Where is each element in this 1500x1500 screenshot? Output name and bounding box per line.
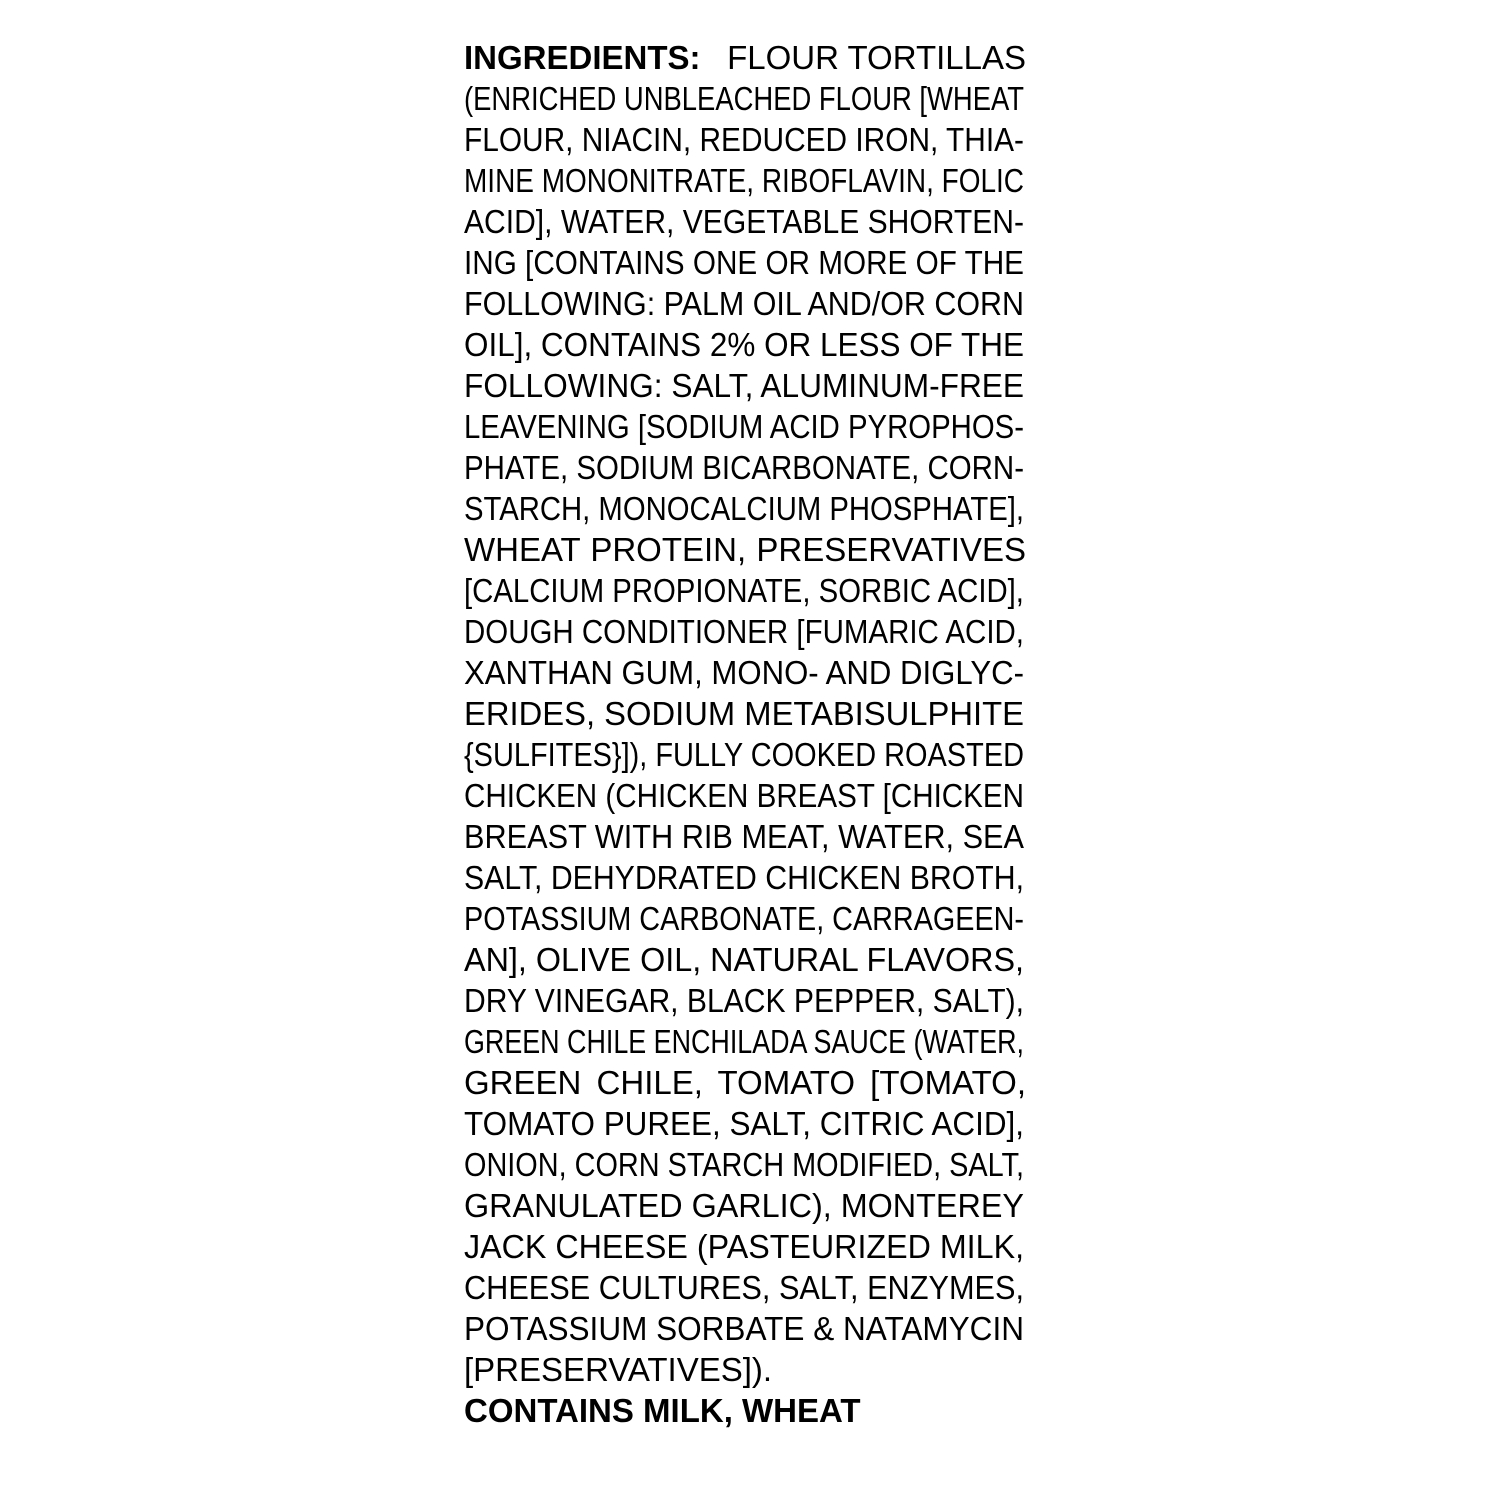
ingredients-line [464,857,1026,898]
ingredients-line [464,1103,1026,1144]
ingredients-text: POTASSIUM SORBATE & NATAMYCIN [464,1310,1024,1347]
ingredients-text: GREEN CHILE, TOMATO [TOMATO, [464,1064,1027,1101]
allergen-line [464,1390,1026,1431]
ingredients-line [464,37,1026,78]
ingredients-line [464,1062,1026,1103]
ingredients-text: ONION, CORN STARCH MODIFIED, SALT, [464,1146,1024,1183]
ingredients-text: GREEN CHILE ENCHILADA SAUCE (WATER, [464,1023,1025,1060]
ingredients-text: FLOUR, NIACIN, REDUCED IRON, THIA- [464,121,1024,158]
ingredients-text: TOMATO PUREE, SALT, CITRIC ACID], [464,1105,1025,1142]
ingredients-line [464,406,1026,447]
ingredients-text: ACID], WATER, VEGETABLE SHORTEN- [464,203,1025,240]
ingredients-line [464,775,1026,816]
ingredients-line [464,611,1026,652]
ingredients-line [464,693,1026,734]
ingredients-line [464,160,1026,201]
ingredients-line [464,119,1026,160]
ingredients-line [464,980,1026,1021]
ingredients-line [464,734,1026,775]
ingredients-text: [PRESERVATIVES]). [464,1351,773,1388]
ingredients-text: CHEESE CULTURES, SALT, ENZYMES, [464,1269,1024,1306]
allergen-statement: CONTAINS MILK, WHEAT [464,1392,861,1429]
ingredients-text: (ENRICHED UNBLEACHED FLOUR [WHEAT [464,80,1024,117]
ingredients-text: MINE MONONITRATE, RIBOFLAVIN, FOLIC [464,162,1024,199]
ingredients-line [464,939,1026,980]
ingredients-text: FOLLOWING: SALT, ALUMINUM-FREE [464,367,1025,404]
ingredients-text: POTASSIUM CARBONATE, CARRAGEEN- [464,900,1025,937]
ingredients-line [464,78,1026,119]
ingredients-line [464,1267,1026,1308]
ingredients-text: DOUGH CONDITIONER [FUMARIC ACID, [464,613,1025,650]
ingredients-text: [CALCIUM PROPIONATE, SORBIC ACID], [464,572,1024,609]
ingredients-text: PHATE, SODIUM BICARBONATE, CORN- [464,449,1025,486]
ingredients-line [464,1308,1026,1349]
ingredients-line [464,1185,1026,1226]
ingredients-line [464,365,1026,406]
ingredients-text: XANTHAN GUM, MONO- AND DIGLYC- [464,654,1025,691]
ingredients-line [464,1144,1026,1185]
ingredients-line [464,242,1026,283]
ingredients-text: FOLLOWING: PALM OIL AND/OR CORN [464,285,1025,322]
ingredients-line [464,324,1026,365]
ingredients-line [464,816,1026,857]
ingredients-line [464,570,1026,611]
ingredients-text: JACK CHEESE (PASTEURIZED MILK, [464,1228,1025,1265]
ingredients-line [464,488,1026,529]
ingredients-text: SALT, DEHYDRATED CHICKEN BROTH, [464,859,1024,896]
ingredients-line [464,201,1026,242]
ingredients-text: ING [CONTAINS ONE OR MORE OF THE [464,244,1025,281]
ingredients-line [464,898,1026,939]
ingredients-line [464,529,1026,570]
ingredients-line [464,447,1026,488]
ingredients-text: OIL], CONTAINS 2% OR LESS OF THE [464,326,1024,363]
ingredients-panel [464,37,1026,1431]
ingredients-line [464,283,1026,324]
ingredients-line [464,1226,1026,1267]
ingredients-text: DRY VINEGAR, BLACK PEPPER, SALT), [464,982,1025,1019]
ingredients-text: AN], OLIVE OIL, NATURAL FLAVORS, [464,941,1025,978]
ingredients-line [464,1349,1026,1390]
ingredients-text: CHICKEN (CHICKEN BREAST [CHICKEN [464,777,1025,814]
ingredients-text: GRANULATED GARLIC), MONTEREY [464,1187,1024,1224]
ingredients-text: FLOUR TORTILLAS [727,39,1026,76]
ingredients-text: {SULFITES}]), FULLY COOKED ROASTED [464,736,1025,773]
ingredients-text: ERIDES, SODIUM METABISULPHITE [464,695,1024,732]
ingredients-text: BREAST WITH RIB MEAT, WATER, SEA [464,818,1024,855]
ingredients-text: WHEAT PROTEIN, PRESERVATIVES [464,531,1026,568]
ingredients-text: STARCH, MONOCALCIUM PHOSPHATE], [464,490,1025,527]
ingredients-text: LEAVENING [SODIUM ACID PYROPHOS- [464,408,1024,445]
ingredients-line [464,652,1026,693]
ingredients-line [464,1021,1026,1062]
ingredients-heading: INGREDIENTS: [464,39,701,76]
